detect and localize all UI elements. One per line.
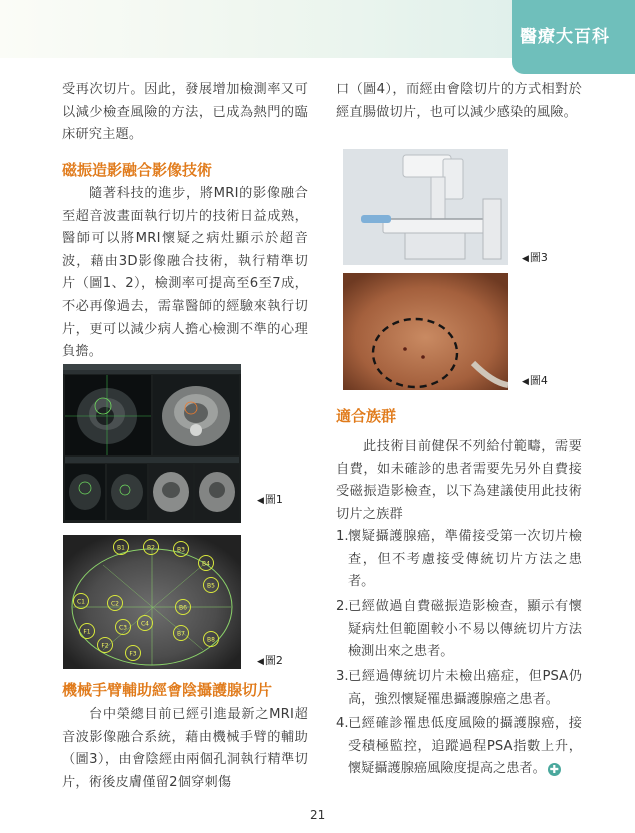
end-mark-icon: ✚ bbox=[549, 763, 559, 777]
figure-4-graphic bbox=[343, 273, 508, 390]
biopsy-target-label: C2 bbox=[110, 600, 120, 608]
figure-2-label: 圖2 bbox=[264, 654, 283, 667]
target-group-paragraph: 此技術目前健保不列給付範疇，需要自費，如未確診的患者需要先另外自費接受磁振造影檢查，以下為建議使用此技術切片之族群 bbox=[336, 439, 582, 522]
triangle-pointer-icon: ◀ bbox=[522, 377, 529, 387]
list-item bbox=[336, 596, 582, 664]
list-number: 2. bbox=[336, 599, 349, 614]
biopsy-target-label: C3 bbox=[118, 624, 128, 632]
list-item bbox=[336, 666, 582, 711]
figure-3-caption bbox=[522, 249, 548, 265]
biopsy-target-label: C1 bbox=[76, 598, 86, 606]
figure-1-label: 圖1 bbox=[264, 493, 283, 506]
figure-3-label: 圖3 bbox=[529, 251, 548, 264]
figure-1-graphic bbox=[63, 364, 241, 523]
biopsy-target-label: F2 bbox=[101, 642, 109, 650]
triangle-pointer-icon: ◀ bbox=[522, 254, 529, 264]
biopsy-target-label: B3 bbox=[177, 546, 185, 554]
figure-2-graphic bbox=[63, 535, 241, 669]
page-number: 21 bbox=[310, 808, 326, 822]
biopsy-target-label: F1 bbox=[83, 628, 91, 636]
figure-1-caption bbox=[257, 491, 283, 507]
list-item bbox=[336, 526, 582, 594]
biopsy-target-label: B1 bbox=[117, 544, 125, 552]
figure-4-caption bbox=[522, 372, 548, 388]
heading-mri-fusion: 磁振造影融合影像技術 bbox=[62, 161, 213, 179]
intro-paragraph: 受再次切片。因此，發展增加檢測率又可以減少檢查風險的方法，已成為熱門的臨床研究主題。 bbox=[62, 82, 308, 143]
figure-2-caption bbox=[257, 652, 283, 668]
list-text: 已經過傳統切片未檢出癌症，但PSA仍高，強烈懷疑罹患攝護腺癌之患者。 bbox=[348, 669, 582, 707]
list-number: 3. bbox=[336, 669, 349, 684]
robotic-arm-paragraph: 台中榮總目前已經引進最新之MRI超音波影像融合系統，藉由機械手臂的輔助（圖3），由會陰經由兩個孔洞執行精準切片，術後皮膚僅留2個穿刺傷 bbox=[62, 707, 308, 790]
biopsy-target-label: B7 bbox=[177, 630, 185, 638]
section-title: 醫療大百科 bbox=[520, 27, 610, 47]
figure-3-image bbox=[343, 149, 508, 265]
list-text: 懷疑攝護腺癌，準備接受第一次切片檢查，但不考慮接受傳統切片方法之患者。 bbox=[348, 529, 582, 590]
triangle-pointer-icon: ◀ bbox=[257, 657, 264, 667]
heading-robotic-arm: 機械手臂輔助經會陰攝護腺切片 bbox=[62, 681, 273, 699]
biopsy-target-label: B5 bbox=[207, 582, 215, 590]
mri-fusion-paragraph: 隨著科技的進步，將MRI的影像融合至超音波畫面執行切片的技術日益成熟，醫師可以將MRI懷疑之病灶顯示於超音波，藉由3D影像融合技術，執行精準切片（圖1、2），檢測率可提高至6至7成，不必再像過去，需靠醫師的經驗來執行切片，更可以減少病人擔心檢測不準的心理負擔。 bbox=[62, 186, 308, 360]
list-text-body: 已經確診罹患低度風險的攝護腺癌，接受積極監控，追蹤過程PSA指數上升，懷疑攝護腺癌風險度提高之患者。 bbox=[348, 716, 582, 777]
biopsy-target-label: B4 bbox=[202, 560, 210, 568]
biopsy-target-label: C4 bbox=[140, 620, 150, 628]
heading-target-group: 適合族群 bbox=[336, 407, 397, 425]
list-number: 4. bbox=[336, 716, 349, 731]
figure-3-graphic bbox=[343, 149, 508, 265]
figure-4-image bbox=[343, 273, 508, 390]
list-item bbox=[336, 713, 582, 781]
list-number: 1. bbox=[336, 529, 349, 544]
biopsy-target-label: B6 bbox=[179, 604, 187, 612]
continued-paragraph: 口（圖4），而經由會陰切片的方式相對於經直腸做切片，也可以減少感染的風險。 bbox=[336, 82, 582, 120]
figure-2-image bbox=[63, 535, 241, 669]
biopsy-target-label: B8 bbox=[207, 636, 215, 644]
figure-1-image bbox=[63, 364, 241, 523]
list-text bbox=[336, 713, 582, 781]
figure-4-label: 圖4 bbox=[529, 374, 548, 387]
triangle-pointer-icon: ◀ bbox=[257, 496, 264, 506]
biopsy-target-label: B2 bbox=[147, 544, 155, 552]
list-text: 已經做過自費磁振造影檢查，顯示有懷疑病灶但範圍較小不易以傳統切片方法檢測出來之患者。 bbox=[348, 599, 582, 660]
biopsy-target-label: F3 bbox=[129, 650, 137, 658]
